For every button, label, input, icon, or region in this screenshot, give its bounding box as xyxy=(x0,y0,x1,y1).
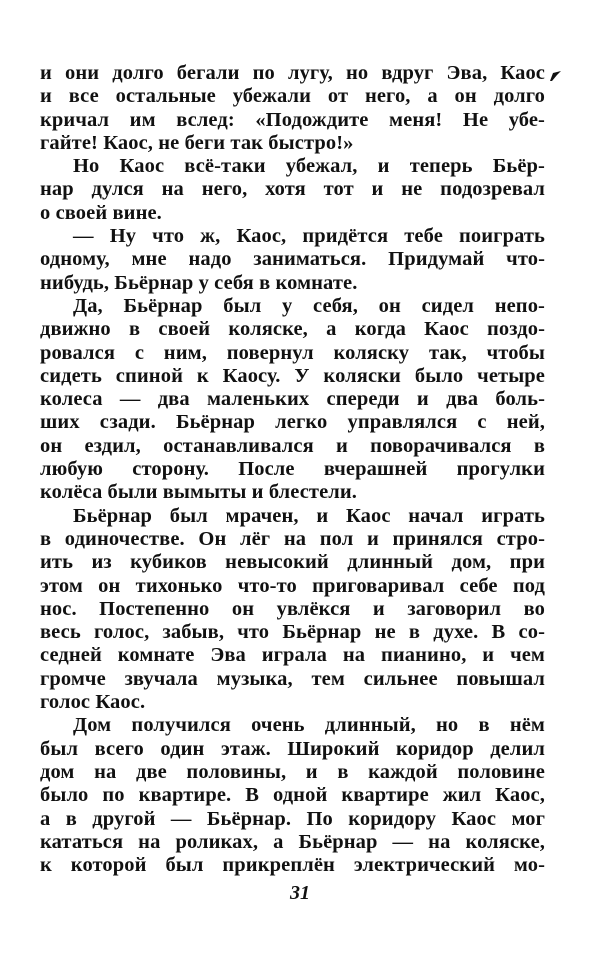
text-line: ших сзади. Бьёрнар легко управлялся с ней, xyxy=(40,411,545,434)
text-line: колеса — два маленьких спереди и два боль- xyxy=(40,388,545,411)
text-line: был всего один этаж. Широкий коридор делил xyxy=(40,737,545,760)
paragraph xyxy=(40,62,545,155)
text-line: весь голос, забыв, что Бьёрнар не в духе. В со- xyxy=(40,621,545,644)
text-line: он ездил, останавливался и поворачивался в xyxy=(40,434,545,457)
page-number: 31 xyxy=(290,882,310,904)
text-line: и все остальные убежали от него, а он долго xyxy=(40,85,545,108)
text-line: движно в своей коляске, а когда Каос поздо- xyxy=(40,318,545,341)
text-line: Да, Бьёрнар был у себя, он сидел непо- xyxy=(73,294,545,317)
text-line: нар дулся на него, хотя тот и не подозревал xyxy=(40,178,545,201)
text-line: любую сторону. После вчерашней прогулки xyxy=(40,458,545,481)
text-line: в одиночестве. Он лёг на пол и принялся стро- xyxy=(40,527,545,550)
text-line: Дом получился очень длинный, но в нём xyxy=(73,714,545,737)
text-line: колёса были вымыты и блестели. xyxy=(40,481,358,504)
text-line: к которой был прикреплён электрический мо- xyxy=(40,854,545,877)
paragraph xyxy=(40,155,545,225)
text-line: было по квартире. В одной квартире жил Каос, xyxy=(40,784,545,807)
text-line: нос. Постепенно он увлёкся и заговорил во xyxy=(40,597,545,620)
paragraph xyxy=(40,295,545,505)
text-line: и они долго бегали по лугу, но вдруг Эва, Каос xyxy=(40,62,545,84)
text-line: этом он тихонько что-то приговаривал себе под xyxy=(40,574,545,597)
text-line: сидеть спиной к Каосу. У коляски было четыре xyxy=(40,364,545,387)
text-line: ить из кубиков невысокий длинный дом, при xyxy=(40,551,545,574)
paragraph xyxy=(40,714,545,877)
text-line: дом на две половины, и в каждой половине xyxy=(40,760,545,783)
text-line: одному, мне надо заниматься. Придумай что- xyxy=(40,248,545,271)
page-body xyxy=(40,62,545,877)
text-line: кататься на роликах, а Бьёрнар — на коляске, xyxy=(40,830,545,853)
text-line: громче звучала музыка, тем сильнее повышал xyxy=(40,667,545,690)
text-line: о своей вине. xyxy=(40,201,162,224)
text-line: седней комнате Эва играла на пианино, и чем xyxy=(40,644,545,667)
paragraph xyxy=(40,225,545,295)
margin-mark-icon xyxy=(548,70,562,82)
paragraph xyxy=(40,505,545,715)
text-line: — Ну что ж, Каос, придётся тебе поиграть xyxy=(73,225,545,248)
text-line: голос Каос. xyxy=(40,691,146,714)
text-line: Бьёрнар был мрачен, и Каос начал играть xyxy=(73,504,545,527)
text-line: гайте! Каос, не беги так быстро!» xyxy=(40,131,354,154)
text-line: Но Каос всё-таки убежал, и теперь Бьёр- xyxy=(73,155,545,178)
text-line: кричал им вслед: «Подождите меня! Не убе- xyxy=(40,108,545,131)
text-line: ровался с ним, повернул коляску так, чтобы xyxy=(40,341,545,364)
text-line: нибудь, Бьёрнар у себя в комнате. xyxy=(40,271,358,294)
text-line: а в другой — Бьёрнар. По коридору Каос мог xyxy=(40,807,545,830)
